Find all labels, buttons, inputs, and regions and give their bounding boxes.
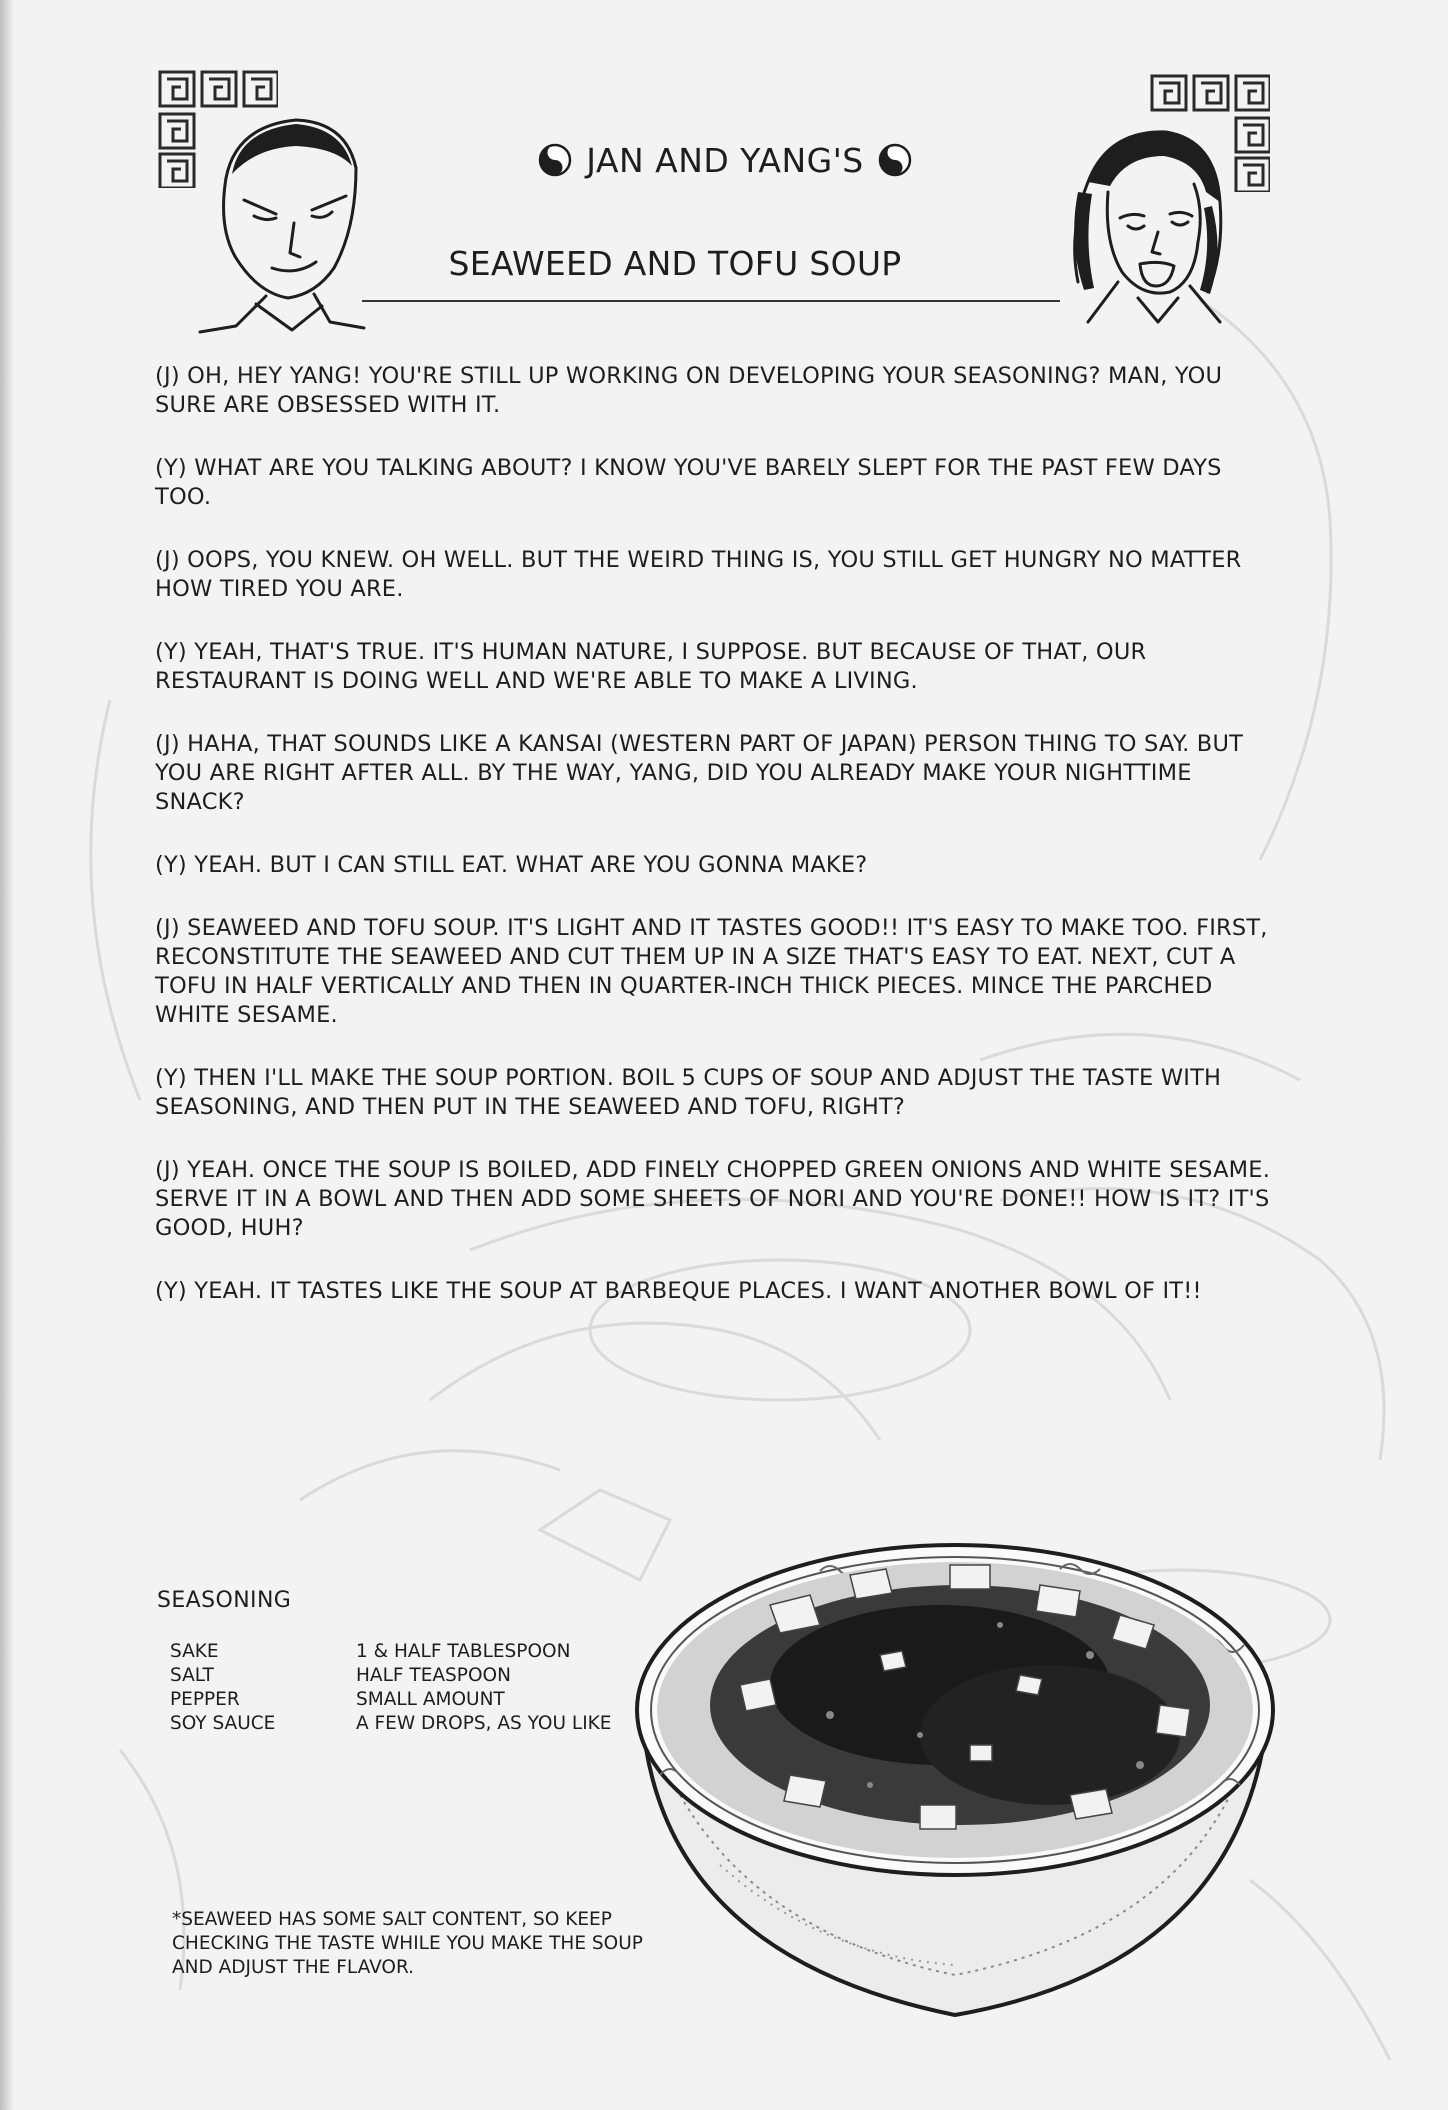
ingredient-name: PEPPER xyxy=(170,1689,240,1710)
ingredient-amount: SMALL AMOUNT xyxy=(356,1689,505,1710)
title-divider xyxy=(362,300,1060,302)
ingredient-name: SALT xyxy=(170,1665,214,1686)
jan-portrait-icon xyxy=(196,108,366,338)
salt-note: *SEAWEED HAS SOME SALT CONTENT, SO KEEP CHECKING THE TASTE WHILE YOU MAKE THE SOUP AND ADJUST THE FLAVOR. xyxy=(172,1909,643,1978)
dialog-line: (Y) YEAH. IT TASTES LIKE THE SOUP AT BARBEQUE PLACES. I WANT ANOTHER BOWL OF IT!! xyxy=(155,1278,1202,1304)
ingredient-amount: 1 & HALF TABLESPOON xyxy=(356,1641,571,1662)
ingredient-row xyxy=(170,1664,650,1688)
yin-yang-icon xyxy=(538,143,572,177)
dialog-line: (Y) WHAT ARE YOU TALKING ABOUT? I KNOW YOU'VE BARELY SLEPT FOR THE PAST FEW DAYS TOO. xyxy=(155,455,1222,510)
ingredient-row xyxy=(170,1688,650,1712)
page-gutter-shadow xyxy=(0,0,14,2110)
seasoning-heading: SEASONING xyxy=(157,1588,292,1613)
page-title xyxy=(490,130,960,190)
dialog-line: (J) HAHA, THAT SOUNDS LIKE A KANSAI (WESTERN PART OF JAPAN) PERSON THING TO SAY. BUT YOU ARE RIGHT AFTER ALL. BY THE WAY, YANG, DID YOU ALREADY MAKE YOUR NIGHTTIME SNACK? xyxy=(155,731,1244,815)
ingredient-name: SOY SAUCE xyxy=(170,1713,276,1734)
recipe-title: SEAWEED AND TOFU SOUP xyxy=(448,244,902,283)
dialog-line: (J) OOPS, YOU KNEW. OH WELL. BUT THE WEIRD THING IS, YOU STILL GET HUNGRY NO MATTER HOW TIRED YOU ARE. xyxy=(155,547,1242,602)
ingredient-row xyxy=(170,1640,650,1664)
dialog-line: (Y) YEAH, THAT'S TRUE. IT'S HUMAN NATURE, I SUPPOSE. BUT BECAUSE OF THAT, OUR RESTAURANT IS DOING WELL AND WE'RE ABLE TO MAKE A LIVING. xyxy=(155,639,1147,694)
dialog-line: (J) SEAWEED AND TOFU SOUP. IT'S LIGHT AND IT TASTES GOOD!! IT'S EASY TO MAKE TOO. FIRST, RECONSTITUTE THE SEAWEED AND CUT THEM UP IN A SIZE THAT'S EASY TO EAT. NEXT, CUT A TOFU IN HALF VERTICALLY AND THEN IN QUARTER-INCH THICK PIECES. MINCE THE PARCHED WHITE SESAME. xyxy=(155,915,1268,1028)
dialog-section xyxy=(155,362,1277,1340)
title-text: JAN AND YANG'S xyxy=(586,140,864,180)
dialog-line: (Y) THEN I'LL MAKE THE SOUP PORTION. BOIL 5 CUPS OF SOUP AND ADJUST THE TASTE WITH SEASONING, AND THEN PUT IN THE SEAWEED AND TOFU, RIGHT? xyxy=(155,1065,1222,1120)
ingredient-amount: HALF TEASPOON xyxy=(356,1665,511,1686)
dialog-line: (J) YEAH. ONCE THE SOUP IS BOILED, ADD FINELY CHOPPED GREEN ONIONS AND WHITE SESAME. SERVE IT IN A BOWL AND THEN ADD SOME SHEETS OF NORI AND YOU'RE DONE!! HOW IS IT? IT'S GOOD, HUH? xyxy=(155,1157,1271,1241)
ingredient-amount: A FEW DROPS, AS YOU LIKE xyxy=(356,1713,612,1734)
ingredient-row xyxy=(170,1712,650,1736)
dialog-line: (J) OH, HEY YANG! YOU'RE STILL UP WORKING ON DEVELOPING YOUR SEASONING? MAN, YOU SURE ARE OBSESSED WITH IT. xyxy=(155,363,1223,418)
ingredient-list xyxy=(170,1640,650,1736)
soup-bowl-icon xyxy=(620,1535,1290,2035)
yang-portrait-icon xyxy=(1048,122,1238,332)
ingredient-name: SAKE xyxy=(170,1641,219,1662)
yin-yang-icon xyxy=(878,143,912,177)
dialog-line: (Y) YEAH. BUT I CAN STILL EAT. WHAT ARE YOU GONNA MAKE? xyxy=(155,852,868,878)
